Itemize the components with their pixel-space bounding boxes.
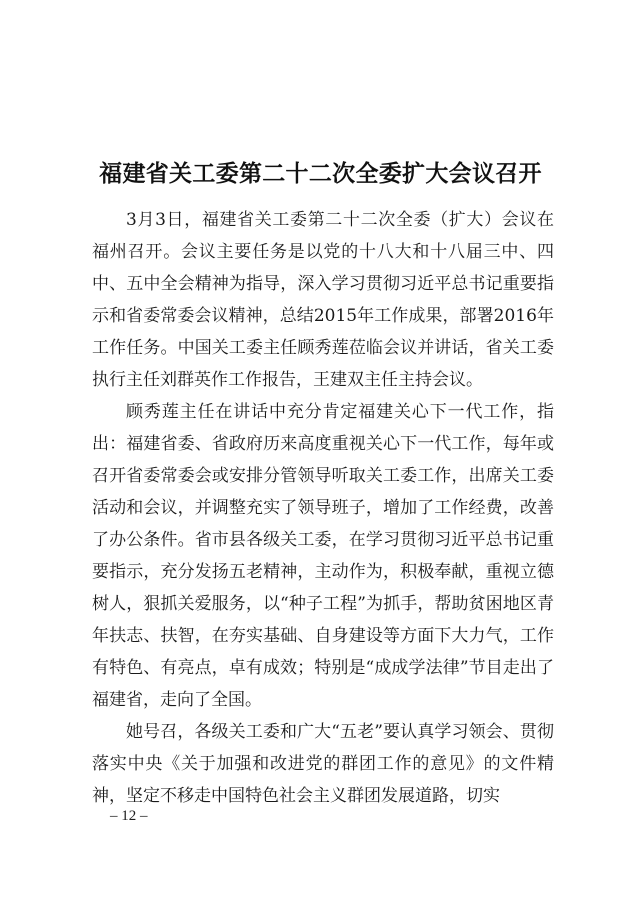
article-body xyxy=(92,204,554,812)
article-title: 福建省关工委第二十二次全委扩大会议召开 xyxy=(99,160,542,188)
paragraph-3: 她号召，各级关工委和广大“五老”要认真学习领会、贯彻落实中央《关于加强和改进党的群团工作的意见》的文件精神，坚定不移走中国特色社会主义群团发展道路，切实 xyxy=(92,722,554,806)
paragraph-2: 顾秀莲主任在讲话中充分肯定福建关心下一代工作，指出：福建省委、省政府历来高度重视关心下一代工作，每年或召开省委常委会或安排分管领导听取关工委工作，出席关工委活动和会议，并调整充实了领导班子，增加了工作经费，改善了办公条件。省市县各级关工委，在学习贯彻习近平总书记重要指示，充分发扬五老精神，主动作为，积极奉献，重视立德树人，狠抓关爱服务，以“种子工程”为抓手，帮助贫困地区青年扶志、扶智，在夯实基础、自身建设等方面下大力气，工作有特色、有亮点，卓有成效；特别是“成成学法律”节目走出了福建省，走向了全国。 xyxy=(92,402,554,710)
page-number: – 12 – xyxy=(110,808,148,824)
paragraph-1: 3月3日，福建省关工委第二十二次全委（扩大）会议在福州召开。会议主要任务是以党的十八大和十八届三中、四中、五中全会精神为指导，深入学习贯彻习近平总书记重要指示和省委常委会议精神，总结2015年工作成果，部署2016年工作任务。中国关工委主任顾秀莲莅临会议并讲话，省关工委执行主任刘群英作工作报告，王建双主任主持会议。 xyxy=(92,210,554,390)
